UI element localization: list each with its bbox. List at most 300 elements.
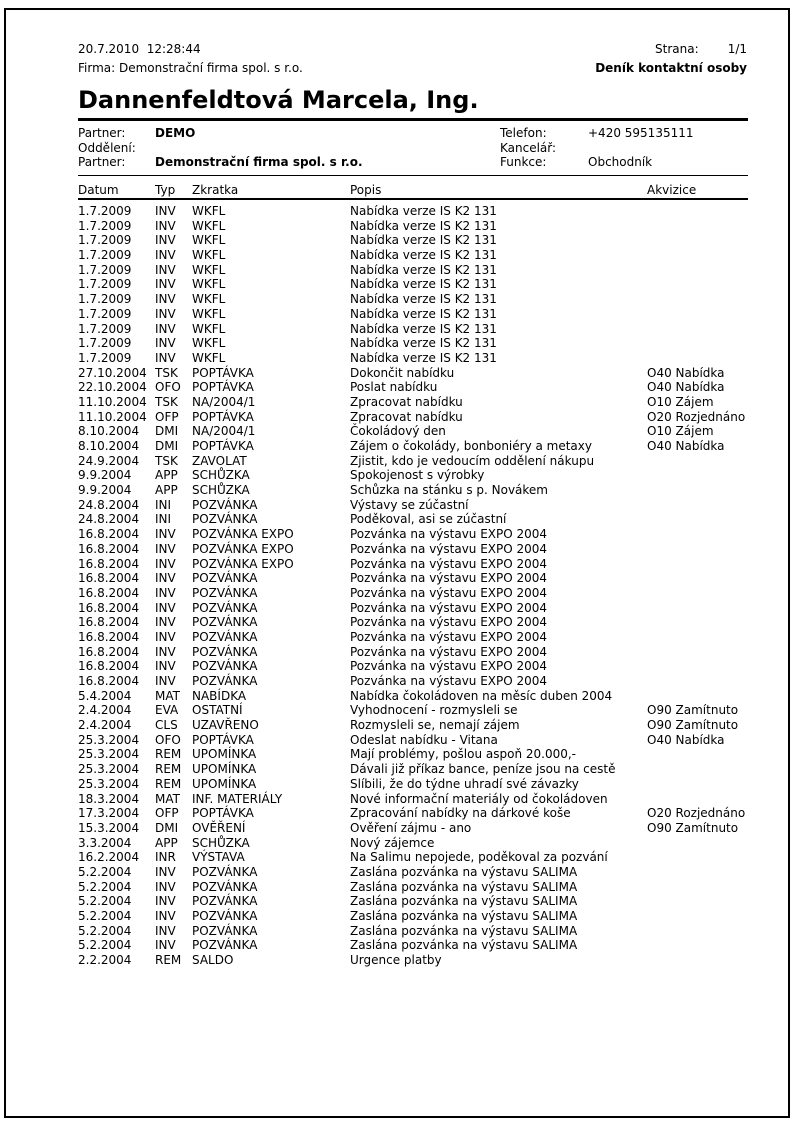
cell-popis: Pozvánka na výstavu EXPO 2004 [350, 644, 548, 659]
cell-typ: MAT [155, 688, 180, 703]
table-row [78, 557, 748, 572]
cell-zkratka: UPOMÍNKA [192, 776, 257, 791]
cell-datum: 5.2.2004 [78, 938, 132, 953]
table-row [78, 938, 748, 953]
cell-popis: Nabídka verze IS K2 131 [350, 248, 497, 263]
cell-zkratka: POPTÁVKA [192, 732, 254, 747]
cell-datum: 16.8.2004 [78, 600, 140, 615]
cell-typ: INV [155, 864, 176, 879]
cell-typ: INV [155, 233, 176, 248]
cell-typ: OFO [155, 732, 181, 747]
cell-akvizice [647, 336, 748, 351]
table-row [78, 630, 748, 645]
cell-datum: 3.3.2004 [78, 835, 132, 850]
table-row [78, 307, 748, 322]
cell-zkratka: POZVÁNKA [192, 497, 258, 512]
table-row [78, 806, 748, 821]
cell-datum: 25.3.2004 [78, 762, 140, 777]
cell-datum: 1.7.2009 [78, 336, 132, 351]
cell-datum: 25.3.2004 [78, 747, 140, 762]
cell-typ: INV [155, 923, 176, 938]
cell-akvizice [647, 953, 748, 968]
cell-zkratka: SCHŮZKA [192, 483, 250, 498]
cell-typ: INV [155, 306, 176, 321]
cell-popis: Pozvánka na výstavu EXPO 2004 [350, 674, 548, 688]
cell-zkratka: POZVÁNKA [192, 585, 258, 600]
cell-zkratka: OSTATNÍ [192, 703, 243, 718]
cell-zkratka: WKFL [192, 262, 226, 277]
table-row [78, 277, 748, 292]
table-row [78, 380, 748, 395]
table-row [78, 483, 748, 498]
cell-akvizice [647, 571, 748, 586]
cell-datum: 16.8.2004 [78, 571, 140, 586]
cell-zkratka: POZVÁNKA [192, 909, 258, 923]
table-row [78, 865, 748, 880]
cell-popis: Odeslat nabídku - Vitana [350, 732, 498, 747]
cell-typ: OFP [155, 806, 179, 821]
cell-datum: 1.7.2009 [78, 204, 132, 218]
cell-typ: INR [155, 850, 176, 865]
cell-popis: Nabídka verze IS K2 131 [350, 233, 497, 248]
cell-zkratka: POPTÁVKA [192, 409, 254, 424]
cell-akvizice [647, 512, 748, 527]
cell-typ: INV [155, 556, 176, 571]
cell-typ: INV [155, 659, 176, 674]
cell-typ: INV [155, 600, 176, 615]
cell-akvizice: O40 Nabídka [647, 380, 725, 395]
cell-zkratka: POZVÁNKA [192, 938, 258, 953]
table-row [78, 718, 748, 733]
cell-datum: 16.8.2004 [78, 541, 140, 556]
cell-datum: 1.7.2009 [78, 350, 132, 365]
cell-akvizice [647, 792, 748, 807]
table-row [78, 733, 748, 748]
cell-popis: Nabídka verze IS K2 131 [350, 204, 497, 218]
cell-typ: INV [155, 350, 176, 365]
cell-akvizice [647, 601, 748, 616]
partner-value: DEMO [155, 126, 196, 140]
cell-popis: Spokojenost s výrobky [350, 468, 485, 483]
kancelar-value [588, 141, 748, 156]
cell-akvizice: O20 Rozjednáno [647, 409, 746, 424]
cell-popis: Nabídka verze IS K2 131 [350, 262, 497, 277]
table-row [78, 792, 748, 807]
cell-zkratka: POPTÁVKA [192, 439, 254, 453]
cell-zkratka: WKFL [192, 336, 226, 351]
cell-typ: EVA [155, 703, 179, 718]
cell-akvizice: O90 Zamítnuto [647, 703, 739, 718]
telefon-value: +420 595135111 [588, 126, 694, 140]
cell-typ: REM [155, 953, 182, 968]
table-row [78, 366, 748, 381]
partner-label: Partner: [78, 126, 126, 140]
cell-akvizice [647, 322, 748, 337]
cell-popis: Na Salimu nepojede, poděkoval za pozvání [350, 850, 608, 865]
cell-popis: Nové informační materiály od čokoládoven [350, 791, 608, 806]
cell-datum: 2.2.2004 [78, 953, 132, 968]
cell-datum: 11.10.2004 [78, 394, 147, 409]
cell-zkratka: POZVÁNKA EXPO [192, 527, 294, 542]
cell-datum: 1.7.2009 [78, 306, 132, 321]
cell-typ: TSK [155, 394, 178, 409]
cell-akvizice [647, 248, 748, 263]
cell-popis: Rozmysleli se, nemají zájem [350, 718, 520, 733]
cell-datum: 5.2.2004 [78, 879, 132, 894]
cell-popis: Zaslána pozvánka na výstavu SALIMA [350, 923, 578, 938]
cell-datum: 16.8.2004 [78, 527, 140, 542]
table-row [78, 703, 748, 718]
cell-popis: Nový zájemce [350, 835, 435, 850]
cell-typ: INV [155, 204, 176, 218]
cell-zkratka: SCHŮZKA [192, 835, 250, 850]
table-row [78, 571, 748, 586]
cell-popis: Dávali již příkaz bance, peníze jsou na cestě [350, 762, 616, 777]
cell-popis: Zpracování nabídky na dárkové koše [350, 806, 571, 821]
cell-typ: INV [155, 277, 176, 292]
cell-zkratka: WKFL [192, 233, 226, 248]
cell-datum: 1.7.2009 [78, 233, 132, 248]
cell-popis: Zaslána pozvánka na výstavu SALIMA [350, 938, 578, 953]
cell-typ: INV [155, 674, 176, 688]
cell-akvizice [647, 468, 748, 483]
cell-popis: Slíbili, že do týdne uhradí své závazky [350, 776, 579, 791]
cell-akvizice [647, 263, 748, 278]
cell-typ: APP [155, 483, 178, 498]
cell-popis: Mají problémy, pošlou aspoň 20.000,- [350, 747, 576, 762]
cell-typ: INV [155, 938, 176, 953]
table-header-underline [78, 198, 748, 200]
column-header-akvizice: Akvizice [647, 183, 697, 197]
cell-datum: 1.7.2009 [78, 321, 132, 336]
table-row [78, 747, 748, 762]
cell-typ: TSK [155, 453, 178, 468]
cell-typ: INV [155, 336, 176, 351]
cell-zkratka: POPTÁVKA [192, 365, 254, 380]
cell-datum: 16.8.2004 [78, 674, 140, 688]
cell-zkratka: WKFL [192, 350, 226, 365]
table-row [78, 689, 748, 704]
table-row [78, 821, 748, 836]
table-header-row [78, 183, 748, 198]
cell-zkratka: POZVÁNKA [192, 600, 258, 615]
cell-typ: CLS [155, 718, 178, 733]
table-row [78, 894, 748, 909]
cell-zkratka: POZVÁNKA [192, 615, 258, 630]
cell-popis: Zaslána pozvánka na výstavu SALIMA [350, 879, 578, 894]
table-row [78, 351, 748, 366]
table-row [78, 248, 748, 263]
cell-datum: 16.8.2004 [78, 615, 140, 630]
oddeleni-value [155, 141, 500, 156]
cell-akvizice [647, 747, 748, 762]
cell-popis: Nabídka verze IS K2 131 [350, 277, 497, 292]
table-row [78, 909, 748, 924]
cell-zkratka: POZVÁNKA [192, 864, 258, 879]
table-row [78, 424, 748, 439]
cell-akvizice: O90 Zamítnuto [647, 820, 739, 835]
cell-typ: INV [155, 321, 176, 336]
cell-popis: Urgence platby [350, 953, 442, 968]
cell-popis: Zpracovat nabídku [350, 394, 463, 409]
cell-popis: Vyhodnocení - rozmysleli se [350, 703, 518, 718]
table-row [78, 953, 748, 968]
column-header-datum: Datum [78, 183, 119, 197]
cell-typ: REM [155, 776, 182, 791]
print-timestamp: 20.7.2010 12:28:44 [78, 42, 201, 56]
cell-datum: 8.10.2004 [78, 424, 140, 439]
cell-datum: 16.8.2004 [78, 585, 140, 600]
info-underline [78, 175, 748, 176]
table-row [78, 586, 748, 601]
column-header-popis: Popis [350, 183, 382, 197]
cell-popis: Ověření zájmu - ano [350, 820, 472, 835]
cell-akvizice [647, 292, 748, 307]
cell-zkratka: POPTÁVKA [192, 806, 254, 821]
cell-datum: 17.3.2004 [78, 806, 140, 821]
table-row [78, 204, 748, 219]
cell-akvizice [647, 836, 748, 851]
cell-popis: Zájem o čokolády, bonboniéry a metaxy [350, 439, 592, 453]
cell-zkratka: POZVÁNKA EXPO [192, 556, 294, 571]
cell-datum: 2.4.2004 [78, 718, 132, 733]
table-row [78, 601, 748, 616]
cell-akvizice [647, 204, 748, 219]
cell-akvizice: O40 Nabídka [647, 365, 725, 380]
cell-akvizice [647, 865, 748, 880]
cell-zkratka: UZAVŘENO [192, 718, 259, 733]
table-row [78, 468, 748, 483]
cell-akvizice [647, 307, 748, 322]
cell-typ: REM [155, 747, 182, 762]
cell-akvizice [647, 219, 748, 234]
table-row [78, 762, 748, 777]
cell-akvizice [647, 454, 748, 469]
table-row [78, 850, 748, 865]
table-row [78, 336, 748, 351]
cell-akvizice [647, 615, 748, 630]
table-row [78, 410, 748, 425]
cell-datum: 5.2.2004 [78, 864, 132, 879]
cell-typ: MAT [155, 791, 180, 806]
cell-popis: Zaslána pozvánka na výstavu SALIMA [350, 909, 578, 923]
cell-typ: INI [155, 512, 172, 527]
table-row [78, 527, 748, 542]
cell-akvizice [647, 498, 748, 513]
cell-typ: INV [155, 292, 176, 307]
info-row [78, 155, 748, 170]
cell-akvizice [647, 527, 748, 542]
funkce-value: Obchodník [588, 155, 653, 170]
cell-datum: 24.8.2004 [78, 512, 140, 527]
cell-zkratka: POZVÁNKA [192, 894, 258, 909]
cell-typ: OFP [155, 409, 179, 424]
cell-typ: DMI [155, 424, 179, 439]
cell-akvizice: O40 Nabídka [647, 439, 725, 453]
table-row [78, 322, 748, 337]
cell-typ: INV [155, 541, 176, 556]
cell-datum: 25.3.2004 [78, 776, 140, 791]
cell-popis: Nabídka verze IS K2 131 [350, 321, 497, 336]
cell-zkratka: WKFL [192, 277, 226, 292]
cell-zkratka: NA/2004/1 [192, 424, 256, 439]
partner2-value: Demonstrační firma spol. s r.o. [155, 155, 363, 170]
cell-datum: 16.8.2004 [78, 629, 140, 644]
cell-akvizice [647, 277, 748, 292]
cell-datum: 5.2.2004 [78, 909, 132, 923]
cell-zkratka: WKFL [192, 321, 226, 336]
cell-datum: 1.7.2009 [78, 218, 132, 233]
cell-popis: Pozvánka na výstavu EXPO 2004 [350, 527, 548, 542]
cell-akvizice [647, 674, 748, 689]
cell-akvizice [647, 483, 748, 498]
table-row [78, 645, 748, 660]
cell-popis: Pozvánka na výstavu EXPO 2004 [350, 659, 548, 674]
cell-popis: Zjistit, kdo je vedoucím oddělení nákupu [350, 453, 595, 468]
cell-popis: Čokoládový den [350, 424, 446, 439]
cell-zkratka: POZVÁNKA EXPO [192, 541, 294, 556]
cell-typ: INV [155, 879, 176, 894]
cell-datum: 11.10.2004 [78, 409, 147, 424]
cell-popis: Zaslána pozvánka na výstavu SALIMA [350, 894, 578, 909]
cell-akvizice [647, 924, 748, 939]
info-row [78, 126, 748, 141]
cell-typ: REM [155, 762, 182, 777]
cell-akvizice [647, 557, 748, 572]
cell-zkratka: ZAVOLAT [192, 453, 247, 468]
cell-zkratka: OVĚŘENÍ [192, 820, 246, 835]
cell-popis: Pozvánka na výstavu EXPO 2004 [350, 600, 548, 615]
partner2-label: Partner: [78, 155, 126, 170]
cell-popis: Výstavy se zúčastní [350, 497, 469, 512]
cell-zkratka: POZVÁNKA [192, 644, 258, 659]
cell-datum: 25.3.2004 [78, 732, 140, 747]
cell-typ: INV [155, 248, 176, 263]
cell-datum: 2.4.2004 [78, 703, 132, 718]
cell-akvizice: O10 Zájem [647, 394, 714, 409]
cell-popis: Pozvánka na výstavu EXPO 2004 [350, 556, 548, 571]
cell-typ: APP [155, 468, 178, 483]
cell-popis: Nabídka verze IS K2 131 [350, 306, 497, 321]
cell-popis: Poslat nabídku [350, 380, 438, 395]
cell-akvizice [647, 894, 748, 909]
cell-datum: 22.10.2004 [78, 380, 147, 395]
cell-typ: TSK [155, 365, 178, 380]
cell-zkratka: UPOMÍNKA [192, 762, 257, 777]
cell-popis: Pozvánka na výstavu EXPO 2004 [350, 541, 548, 556]
title-underline [78, 118, 748, 121]
cell-typ: INV [155, 644, 176, 659]
cell-akvizice [647, 659, 748, 674]
table-row [78, 395, 748, 410]
cell-akvizice [647, 762, 748, 777]
report-name: Deník kontaktní osoby [595, 61, 747, 75]
cell-datum: 15.3.2004 [78, 820, 140, 835]
cell-typ: INV [155, 527, 176, 542]
table-row [78, 439, 748, 454]
cell-datum: 16.2.2004 [78, 850, 140, 865]
cell-datum: 9.9.2004 [78, 483, 132, 498]
contact-info-block [78, 126, 748, 170]
cell-akvizice: O90 Zamítnuto [647, 718, 739, 733]
company-line: Firma: Demonstrační firma spol. s r.o. [78, 61, 303, 75]
cell-zkratka: WKFL [192, 306, 226, 321]
cell-akvizice [647, 938, 748, 953]
cell-zkratka: UPOMÍNKA [192, 747, 257, 762]
cell-datum: 5.4.2004 [78, 688, 132, 703]
cell-datum: 16.8.2004 [78, 556, 140, 571]
page-number: 1/1 [727, 42, 747, 56]
cell-typ: INV [155, 909, 176, 923]
cell-popis: Nabídka verze IS K2 131 [350, 350, 497, 365]
cell-zkratka: SCHŮZKA [192, 468, 250, 483]
cell-datum: 27.10.2004 [78, 365, 147, 380]
cell-typ: INI [155, 497, 172, 512]
info-row [78, 141, 748, 156]
cell-typ: DMI [155, 439, 179, 453]
cell-zkratka: SALDO [192, 953, 234, 968]
cell-akvizice: O20 Rozjednáno [647, 806, 746, 821]
table-row [78, 263, 748, 278]
cell-zkratka: POZVÁNKA [192, 923, 258, 938]
cell-zkratka: POZVÁNKA [192, 879, 258, 894]
cell-popis: Zpracovat nabídku [350, 409, 463, 424]
table-row [78, 233, 748, 248]
table-row [78, 498, 748, 513]
cell-typ: INV [155, 629, 176, 644]
cell-popis: Nabídka čokoládoven na měsíc duben 2004 [350, 688, 613, 703]
cell-akvizice [647, 542, 748, 557]
cell-zkratka: WKFL [192, 204, 226, 218]
cell-akvizice [647, 777, 748, 792]
oddeleni-label: Oddělení: [78, 140, 136, 155]
table-row [78, 542, 748, 557]
kancelar-label: Kancelář: [500, 140, 557, 155]
cell-zkratka: POZVÁNKA [192, 659, 258, 674]
cell-popis: Pozvánka na výstavu EXPO 2004 [350, 585, 548, 600]
table-row [78, 924, 748, 939]
cell-popis: Nabídka verze IS K2 131 [350, 292, 497, 307]
column-header-zkratka: Zkratka [192, 183, 239, 197]
cell-akvizice [647, 850, 748, 865]
table-row [78, 292, 748, 307]
cell-popis: Poděkoval, asi se zúčastní [350, 512, 507, 527]
cell-akvizice [647, 645, 748, 660]
contact-name-title: Dannenfeldtová Marcela, Ing. [78, 86, 479, 114]
cell-datum: 8.10.2004 [78, 439, 140, 453]
table-row [78, 512, 748, 527]
cell-datum: 16.8.2004 [78, 644, 140, 659]
cell-zkratka: POZVÁNKA [192, 674, 258, 688]
cell-zkratka: POZVÁNKA [192, 512, 258, 527]
cell-zkratka: WKFL [192, 218, 226, 233]
cell-datum: 9.9.2004 [78, 468, 132, 483]
cell-zkratka: WKFL [192, 248, 226, 263]
cell-akvizice [647, 880, 748, 895]
cell-akvizice: O10 Zájem [647, 424, 714, 439]
cell-popis: Schůzka na stánku s p. Novákem [350, 483, 548, 498]
cell-zkratka: NABÍDKA [192, 688, 247, 703]
cell-datum: 1.7.2009 [78, 248, 132, 263]
cell-datum: 1.7.2009 [78, 277, 132, 292]
cell-datum: 24.9.2004 [78, 453, 140, 468]
cell-typ: INV [155, 615, 176, 630]
cell-typ: INV [155, 571, 176, 586]
cell-typ: APP [155, 835, 178, 850]
telefon-label: Telefon: [500, 126, 547, 140]
table-row [78, 880, 748, 895]
page-label: Strana: [655, 42, 699, 56]
